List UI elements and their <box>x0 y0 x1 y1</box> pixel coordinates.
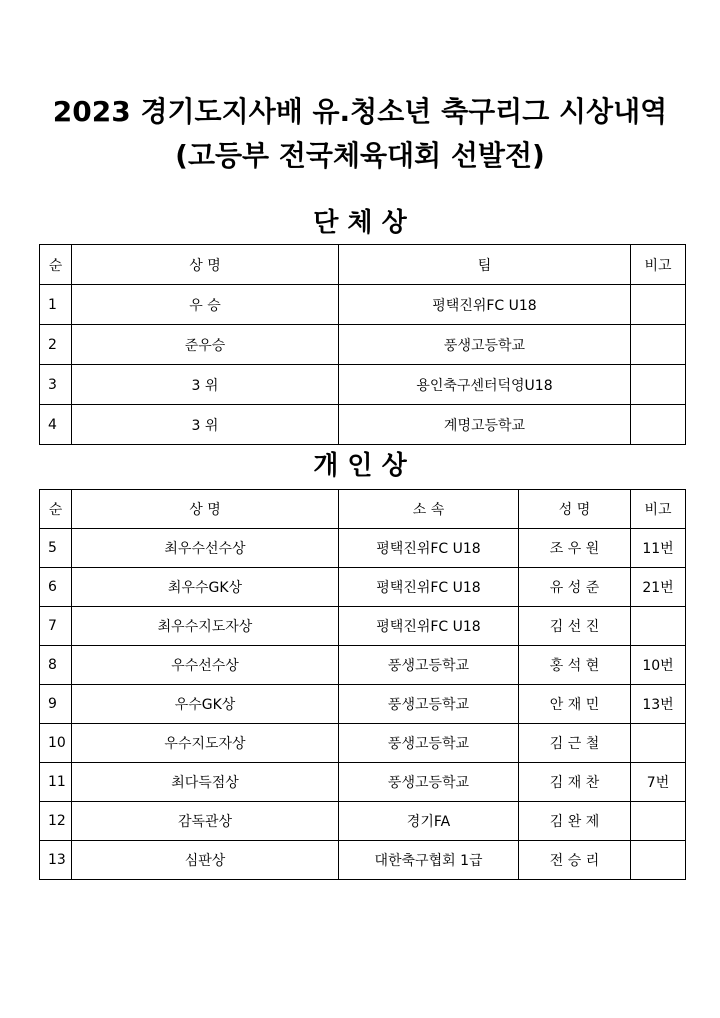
table-header-row <box>40 245 686 285</box>
affiliation-cell: 평택진위FC U18 <box>339 607 519 646</box>
note-cell <box>631 325 686 365</box>
award-cell: 최우수지도자상 <box>72 607 339 646</box>
team-awards-table <box>39 244 686 445</box>
affiliation-cell: 풍생고등학교 <box>339 685 519 724</box>
rank-cell: 5 <box>40 529 72 568</box>
note-cell: 7번 <box>631 763 686 802</box>
rank-cell: 10 <box>40 724 72 763</box>
name-cell: 유 성 준 <box>519 568 631 607</box>
note-cell <box>631 405 686 445</box>
table-row <box>40 724 686 763</box>
note-cell <box>631 607 686 646</box>
individual-awards-table <box>39 489 686 880</box>
team-awards-heading: 단 체 상 <box>313 208 407 238</box>
note-cell: 10번 <box>631 646 686 685</box>
award-cell: 우수지도자상 <box>72 724 339 763</box>
document-title: 2023 경기도지사배 유.청소년 축구리그 시상내역 <box>52 95 668 128</box>
rank-cell: 13 <box>40 841 72 880</box>
note-cell <box>631 285 686 325</box>
header-cell: 순 <box>40 490 72 529</box>
table-row <box>40 285 686 325</box>
table-row <box>40 646 686 685</box>
team-cell: 평택진위FC U18 <box>339 285 631 325</box>
affiliation-cell: 풍생고등학교 <box>339 646 519 685</box>
header-cell: 상 명 <box>72 245 339 285</box>
name-cell: 홍 석 현 <box>519 646 631 685</box>
rank-cell: 8 <box>40 646 72 685</box>
note-cell <box>631 802 686 841</box>
table-row <box>40 568 686 607</box>
affiliation-cell: 평택진위FC U18 <box>339 529 519 568</box>
table-row <box>40 405 686 445</box>
header-cell: 비고 <box>631 245 686 285</box>
award-cell: 최우수선수상 <box>72 529 339 568</box>
document-subtitle: (고등부 전국체육대회 선발전) <box>175 139 545 172</box>
table-row <box>40 841 686 880</box>
table-row <box>40 802 686 841</box>
rank-cell: 2 <box>40 325 72 365</box>
affiliation-cell: 풍생고등학교 <box>339 763 519 802</box>
note-cell: 11번 <box>631 529 686 568</box>
rank-cell: 3 <box>40 365 72 405</box>
note-cell <box>631 365 686 405</box>
award-cell: 최우수GK상 <box>72 568 339 607</box>
rank-cell: 1 <box>40 285 72 325</box>
name-cell: 김 재 찬 <box>519 763 631 802</box>
table-header-row <box>40 490 686 529</box>
rank-cell: 12 <box>40 802 72 841</box>
header-cell: 순 <box>40 245 72 285</box>
affiliation-cell: 평택진위FC U18 <box>339 568 519 607</box>
header-cell: 성 명 <box>519 490 631 529</box>
note-cell: 13번 <box>631 685 686 724</box>
award-cell: 심판상 <box>72 841 339 880</box>
affiliation-cell: 풍생고등학교 <box>339 724 519 763</box>
rank-cell: 11 <box>40 763 72 802</box>
affiliation-cell: 대한축구협회 1급 <box>339 841 519 880</box>
rank-cell: 7 <box>40 607 72 646</box>
header-cell: 소 속 <box>339 490 519 529</box>
award-cell: 3 위 <box>72 405 339 445</box>
note-cell: 21번 <box>631 568 686 607</box>
award-cell: 우 승 <box>72 285 339 325</box>
note-cell <box>631 841 686 880</box>
table-row <box>40 365 686 405</box>
name-cell: 김 완 제 <box>519 802 631 841</box>
award-cell: 3 위 <box>72 365 339 405</box>
rank-cell: 4 <box>40 405 72 445</box>
header-cell: 비고 <box>631 490 686 529</box>
header-cell: 상 명 <box>72 490 339 529</box>
award-cell: 우수GK상 <box>72 685 339 724</box>
team-cell: 용인축구센터덕영U18 <box>339 365 631 405</box>
table-row <box>40 607 686 646</box>
award-cell: 감독관상 <box>72 802 339 841</box>
team-cell: 풍생고등학교 <box>339 325 631 365</box>
note-cell <box>631 724 686 763</box>
name-cell: 조 우 원 <box>519 529 631 568</box>
rank-cell: 9 <box>40 685 72 724</box>
name-cell: 김 선 진 <box>519 607 631 646</box>
rank-cell: 6 <box>40 568 72 607</box>
team-cell: 계명고등학교 <box>339 405 631 445</box>
table-row <box>40 763 686 802</box>
name-cell: 전 승 리 <box>519 841 631 880</box>
header-cell: 팀 <box>339 245 631 285</box>
affiliation-cell: 경기FA <box>339 802 519 841</box>
table-row <box>40 325 686 365</box>
table-row <box>40 529 686 568</box>
name-cell: 안 재 민 <box>519 685 631 724</box>
name-cell: 김 근 철 <box>519 724 631 763</box>
table-row <box>40 685 686 724</box>
award-cell: 최다득점상 <box>72 763 339 802</box>
individual-awards-heading: 개 인 상 <box>313 451 407 481</box>
award-cell: 우수선수상 <box>72 646 339 685</box>
award-cell: 준우승 <box>72 325 339 365</box>
